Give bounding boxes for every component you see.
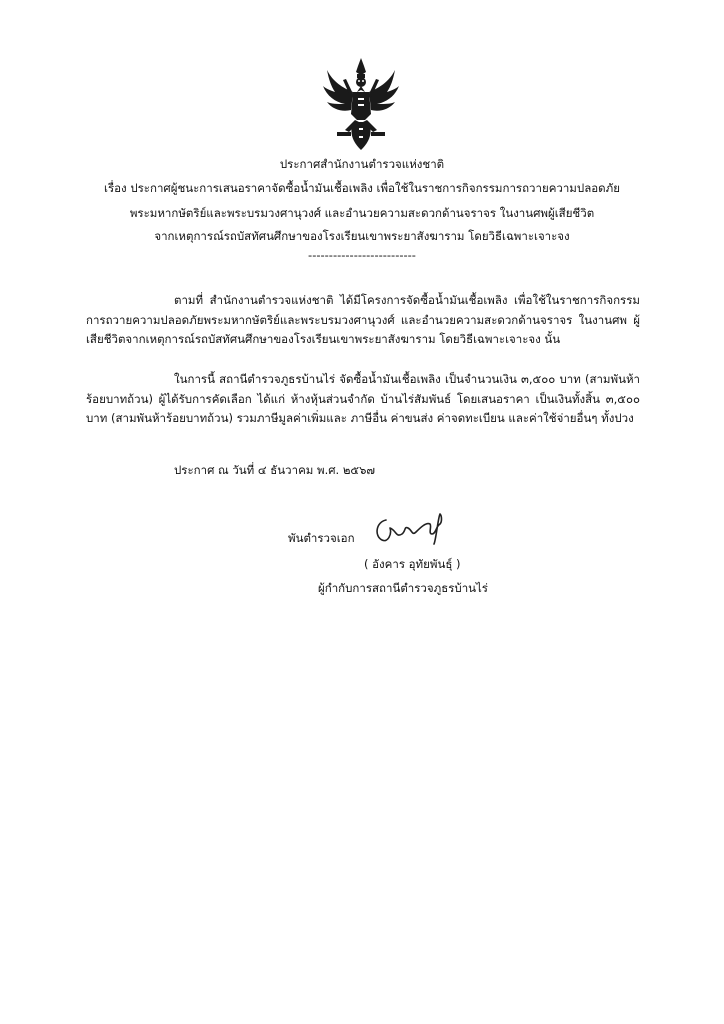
signature-image bbox=[372, 512, 454, 546]
body-paragraph-1: ตามที่ สำนักงานตำรวจแห่งชาติ ได้มีโครงการจัดซื้อน้ำมันเชื้อเพลิง เพื่อใช้ในราชการกิจกรรม การถวายความปลอดภัยพระมหากษัตริย์และพระบรมวงศานุวงศ์ และอำนวยความสะดวกด้านจราจร ในงานศพ ผู้เสียชีวิตจากเหตุการณ์รถบัสทัศนศึกษาของโรงเรียนเขาพระยาสังฆาราม โดยวิธีเฉพาะเจาะจง นั้น bbox=[86, 293, 640, 346]
announce-date: ประกาศ ณ วันที่ ๔ ธันวาคม พ.ศ. ๒๕๖๗ bbox=[174, 463, 376, 477]
body-paragraph-2: ในการนี้ สถานีตำรวจภูธรบ้านไร่ จัดซื้อน้ำมันเชื้อเพลิง เป็นจำนวนเงิน ๓,๕๐๐ บาท (สามพันห้าร้อยบาทถ้วน) ผู้ได้รับการคัดเลือก ได้แก่ ห้างหุ้นส่วนจำกัด บ้านไร่สัมพันธ์ โดยเสนอราคา เป็นเงินทั้งสิ้น ๓,๕๐๐ บาท (สามพันห้าร้อยบาทถ้วน) รวมภาษีมูลค่าเพิ่มและ ภาษีอื่น ค่าขนส่ง ค่าจดทะเบียน และค่าใช้จ่ายอื่นๆ ทั้งปวง bbox=[86, 372, 640, 425]
signatory-rank: พันตำรวจเอก bbox=[288, 531, 355, 545]
garuda-emblem-icon bbox=[323, 58, 399, 150]
signatory-position: ผู้กำกับการสถานีตำรวจภูธรบ้านไร่ bbox=[318, 581, 488, 595]
subject-line-3: จากเหตุการณ์รถบัสทัศนศึกษาของโรงเรียนเขาพระยาสังฆาราม โดยวิธีเฉพาะเจาะจง bbox=[154, 229, 570, 243]
office-title: ประกาศสำนักงานตำรวจแห่งชาติ bbox=[279, 157, 445, 171]
subject-line-1: เรื่อง ประกาศผู้ชนะการเสนอราคาจัดซื้อน้ำมันเชื้อเพลิง เพื่อใช้ในราชการกิจกรรมการถวายความปลอดภัย bbox=[104, 181, 620, 195]
subject-line-2: พระมหากษัตริย์และพระบรมวงศานุวงศ์ และอำนวยความสะดวกด้านจราจร ในงานศพผู้เสียชีวิต bbox=[129, 206, 595, 220]
signatory-name: ( อังคาร อุทัยพันธุ์ ) bbox=[364, 557, 461, 571]
divider: -------------------------- bbox=[308, 248, 416, 262]
